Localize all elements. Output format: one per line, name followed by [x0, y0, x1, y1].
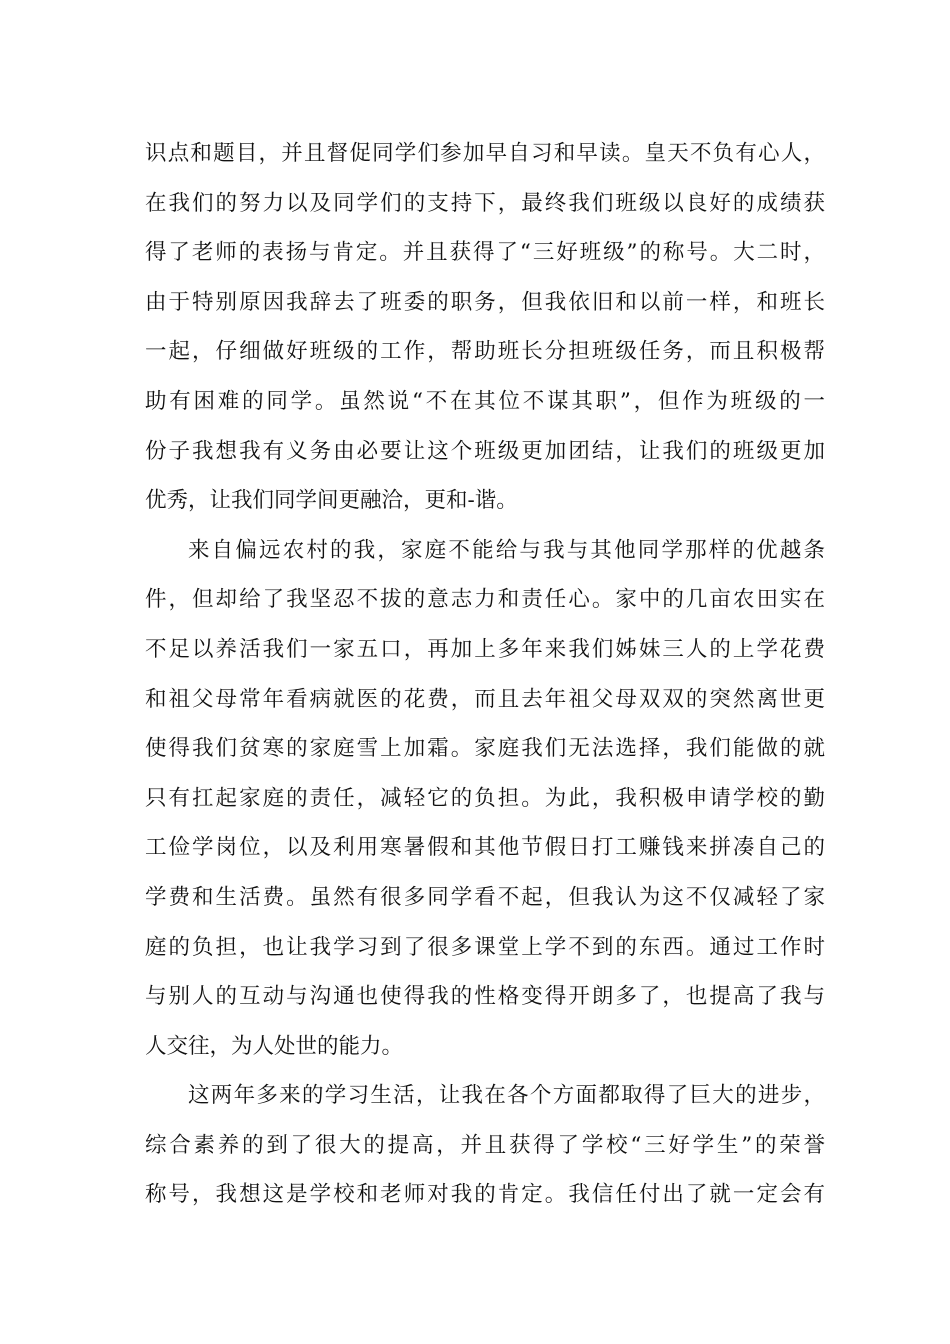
- text-line: 使得我们贫寒的家庭雪上加霜。家庭我们无法选择，我们能做的就: [145, 736, 825, 762]
- text-line: 件，但却给了我坚忍不拔的意志力和责任心。家中的几亩农田实在: [145, 587, 825, 613]
- text-line: 由于特别原因我辞去了班委的职务，但我依旧和以前一样，和班长: [145, 289, 825, 315]
- text-line: 得了老师的表扬与肯定。并且获得了“三好班级”的称号。大二时，: [145, 240, 825, 266]
- text-line: 综合素养的到了很大的提高，并且获得了学校“三好学生”的荣誉: [145, 1132, 825, 1158]
- text-line: 份子我想我有义务由必要让这个班级更加团结，让我们的班级更加: [145, 438, 825, 464]
- text-line: 学费和生活费。虽然有很多同学看不起，但我认为这不仅减轻了家: [145, 884, 825, 910]
- text-line: 与别人的互动与沟通也使得我的性格变得开朗多了，也提高了我与: [145, 984, 825, 1010]
- text-line: 工俭学岗位，以及利用寒暑假和其他节假日打工赚钱来拼凑自己的: [145, 835, 825, 861]
- text-line: 不足以养活我们一家五口，再加上多年来我们姊妹三人的上学花费: [145, 636, 825, 662]
- text-line: 在我们的努力以及同学们的支持下，最终我们班级以良好的成绩获: [145, 190, 825, 216]
- paragraph: [145, 1071, 825, 1220]
- text-line: 助有困难的同学。虽然说“不在其位不谋其职”，但作为班级的一: [145, 388, 825, 414]
- text-line: 来自偏远农村的我，家庭不能给与我与其他同学那样的优越条: [188, 537, 825, 563]
- text-line: 识点和题目，并且督促同学们参加早自习和早读。皇天不负有心人，: [145, 141, 825, 166]
- text-line: 优秀，让我们同学间更融洽，更和-谐。: [145, 488, 518, 514]
- body-text: [145, 129, 825, 1220]
- paragraph: [145, 129, 825, 526]
- paragraph: [145, 526, 825, 1072]
- text-line: 和祖父母常年看病就医的花费，而且去年祖父母双双的突然离世更: [145, 686, 825, 712]
- text-line: 人交往，为人处世的能力。: [145, 1033, 404, 1059]
- text-line: 这两年多来的学习生活，让我在各个方面都取得了巨大的进步，: [188, 1083, 825, 1109]
- text-line: 称号，我想这是学校和老师对我的肯定。我信任付出了就一定会有: [145, 1182, 825, 1208]
- text-line: 只有扛起家庭的责任，减轻它的负担。为此，我积极申请学校的勤: [145, 785, 825, 811]
- text-line: 一起，仔细做好班级的工作，帮助班长分担班级任务，而且积极帮: [145, 339, 825, 365]
- text-line: 庭的负担，也让我学习到了很多课堂上学不到的东西。通过工作时: [145, 934, 825, 960]
